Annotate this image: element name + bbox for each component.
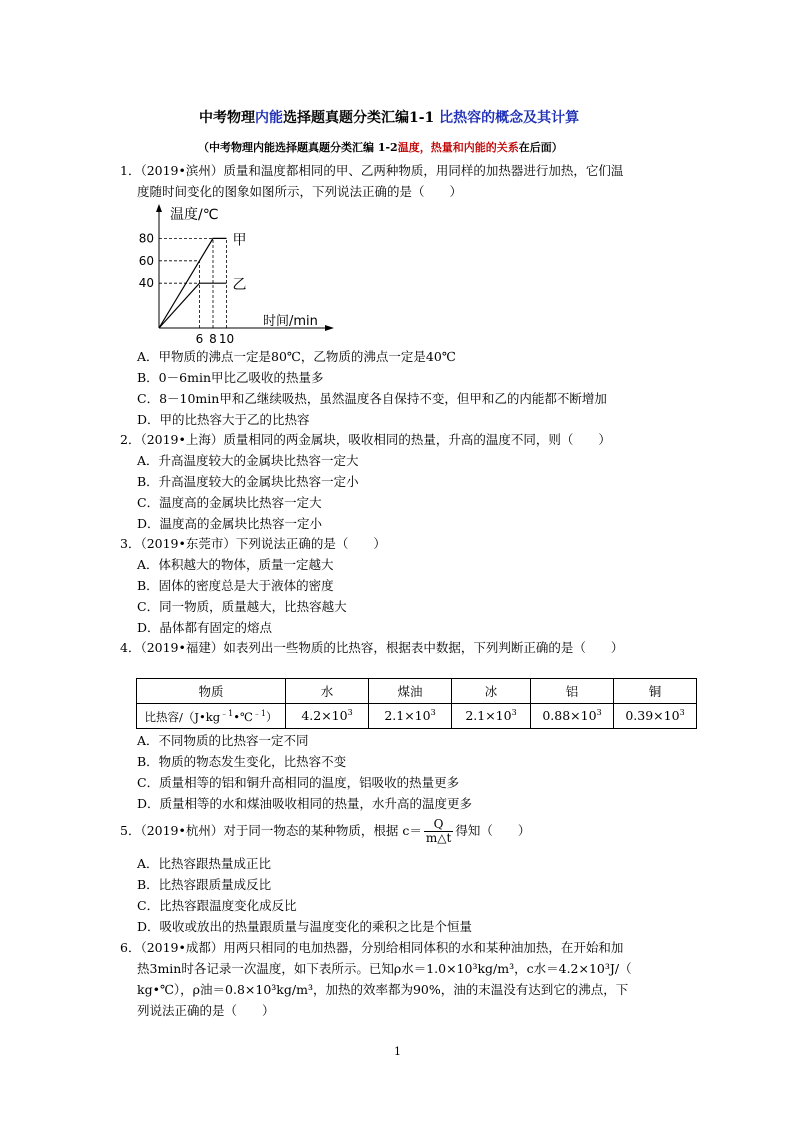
cell-exp: 3	[511, 708, 517, 718]
row-label-text: 比热容/（J•kg	[144, 709, 221, 724]
q3-stem: 3．（2019•东莞市）下列说法正确的是（ ）	[120, 536, 386, 551]
q2-option-c: C．温度高的金属块比热容一定大	[137, 495, 322, 510]
formula-fraction	[424, 818, 453, 845]
q2-option-b: B．升高温度较大的金属块比热容一定小	[137, 474, 359, 489]
subtitle-part1: （中考物理内能选择题真题分类汇编 1-2	[198, 141, 398, 154]
y-axis-arrow	[156, 204, 162, 212]
q4-option-c: C．质量相等的铝和铜升高相同的温度，铝吸收的热量更多	[137, 775, 460, 790]
cell-value: 0.39×10	[625, 708, 680, 724]
q3-option-c: C．同一物质，质量越大，比热容越大	[137, 599, 347, 614]
q1-stem-line1: 1．（2019•滨州）质量和温度都相同的甲、乙两种物质，用同样的加热器进行加热，它们温	[120, 163, 624, 178]
title-part4: 比热容的概念及其计算	[439, 110, 580, 126]
q3-option-b: B．固体的密度总是大于液体的密度	[137, 578, 334, 593]
subtitle-part2: 温度，热量和内能的关系	[397, 141, 519, 154]
title-part1: 中考物理	[199, 110, 255, 126]
q5-option-d: D．吸收或放出的热量跟质量与温度变化的乘积之比是个恒量	[137, 919, 473, 934]
x-axis-label: 时间/min	[263, 314, 318, 329]
row-label-sup2: ﹣1	[252, 708, 266, 718]
table-header-cell: 冰	[452, 679, 531, 704]
q3-option-a: A．体积越大的物体，质量一定越大	[137, 557, 334, 572]
q6-line2: 热3min时各记录一次温度，如下表所示。已知ρ水＝1.0×10³kg/m³，c水＝4.2×10³J/（	[137, 961, 632, 976]
row-label-sup1: ﹣1	[220, 708, 234, 718]
cell-exp: 3	[596, 708, 602, 718]
q5-stem	[120, 818, 530, 845]
q5-option-a: A．比热容跟热量成正比	[137, 856, 272, 871]
q5-option-c: C．比热容跟温度变化成反比	[137, 898, 297, 913]
q4-option-b: B．物质的物态发生变化，比热容不变	[137, 754, 347, 769]
q4-stem: 4．（2019•福建）如表列出一些物质的比热容，根据表中数据，下列判断正确的是（ ）	[120, 640, 624, 655]
q1-option-b: B．0－6min甲比乙吸收的热量多	[137, 370, 324, 385]
y-tick-label: 40	[138, 276, 154, 291]
table-cell	[369, 704, 452, 729]
cell-exp: 3	[347, 708, 353, 718]
cell-value: 2.1×10	[384, 708, 431, 724]
q4-option-a: A．不同物质的比热容一定不同	[137, 733, 309, 748]
table-header-row	[137, 679, 697, 704]
specific-heat-table	[136, 678, 697, 729]
q6-line3: kg•℃），ρ油＝0.8×10³kg/m³，加热的效率都为90%，油的末温没有达到它的沸点，下	[137, 982, 629, 997]
x-tick-label: 6	[195, 332, 204, 343]
page-title	[199, 107, 579, 127]
q5-stem-a: 5．（2019•杭州）对于同一物态的某种物质，根据 c＝	[120, 823, 422, 838]
q1-option-a: A．甲物质的沸点一定是80℃，乙物质的沸点一定是40℃	[137, 349, 456, 364]
q1-stem-line2: 度随时间变化的图象如图所示，下列说法正确的是（ ）	[137, 184, 463, 199]
fraction-denominator: m△t	[425, 831, 452, 845]
page-number: 1	[394, 1045, 401, 1058]
table-header-cell: 水	[286, 679, 369, 704]
page-subtitle	[198, 139, 563, 155]
table-cell	[531, 704, 614, 729]
table-header-cell: 铜	[614, 679, 697, 704]
q6-line1: 6．（2019•成都）用两只相同的电加热器，分别给相同体积的水和某种油加热，在开始和加	[120, 940, 624, 955]
table-header-cell: 物质	[137, 679, 286, 704]
table-cell	[614, 704, 697, 729]
table-row	[137, 704, 697, 729]
q1-option-d: D．甲的比热容大于乙的比热容	[137, 412, 310, 427]
q2-stem: 2．（2019•上海）质量相同的两金属块，吸收相同的热量，升高的温度不同，则（ ）	[120, 432, 611, 447]
q2-option-a: A．升高温度较大的金属块比热容一定大	[137, 453, 359, 468]
cell-value: 2.1×10	[465, 708, 512, 724]
table-row-label	[137, 704, 286, 729]
q4-option-d: D．质量相等的水和煤油吸收相同的热量，水升高的温度更多	[137, 796, 473, 811]
cell-value: 4.2×10	[301, 708, 348, 724]
x-tick-label: 10	[218, 332, 235, 343]
table-header-cell: 铝	[531, 679, 614, 704]
cell-value: 0.88×10	[542, 708, 597, 724]
subtitle-part3: 在后面）	[518, 141, 563, 154]
y-axis-label: 温度/℃	[170, 207, 219, 223]
table-header-cell: 煤油	[369, 679, 452, 704]
series-line-yi	[159, 283, 227, 328]
series-label: 甲	[232, 232, 247, 249]
row-label-end: ）	[265, 709, 278, 724]
fraction-numerator: Q	[424, 818, 453, 832]
cell-exp: 3	[679, 708, 685, 718]
title-part2: 内能	[255, 110, 283, 126]
y-tick-label: 60	[138, 253, 154, 268]
title-part3: 选择题真题分类汇编1-1	[283, 110, 440, 126]
table-cell	[286, 704, 369, 729]
row-label-mid: •℃	[233, 709, 253, 724]
x-tick-label: 8	[209, 332, 217, 343]
q5-option-b: B．比热容跟质量成反比	[137, 877, 272, 892]
q3-option-d: D．晶体都有固定的熔点	[137, 620, 273, 635]
x-axis-arrow	[325, 325, 334, 331]
q1-option-c: C．8－10min甲和乙继续吸热，虽然温度各自保持不变，但甲和乙的内能都不断增加	[137, 391, 607, 406]
q5-stem-b: 得知（ ）	[455, 823, 531, 838]
series-label: 乙	[232, 277, 247, 294]
q6-line4: 列说法正确的是（ ）	[137, 1003, 275, 1018]
y-tick-label: 80	[138, 231, 154, 246]
temperature-time-chart	[138, 203, 338, 343]
cell-exp: 3	[430, 708, 436, 718]
q2-option-d: D．温度高的金属块比热容一定小	[137, 516, 323, 531]
table-cell	[452, 704, 531, 729]
